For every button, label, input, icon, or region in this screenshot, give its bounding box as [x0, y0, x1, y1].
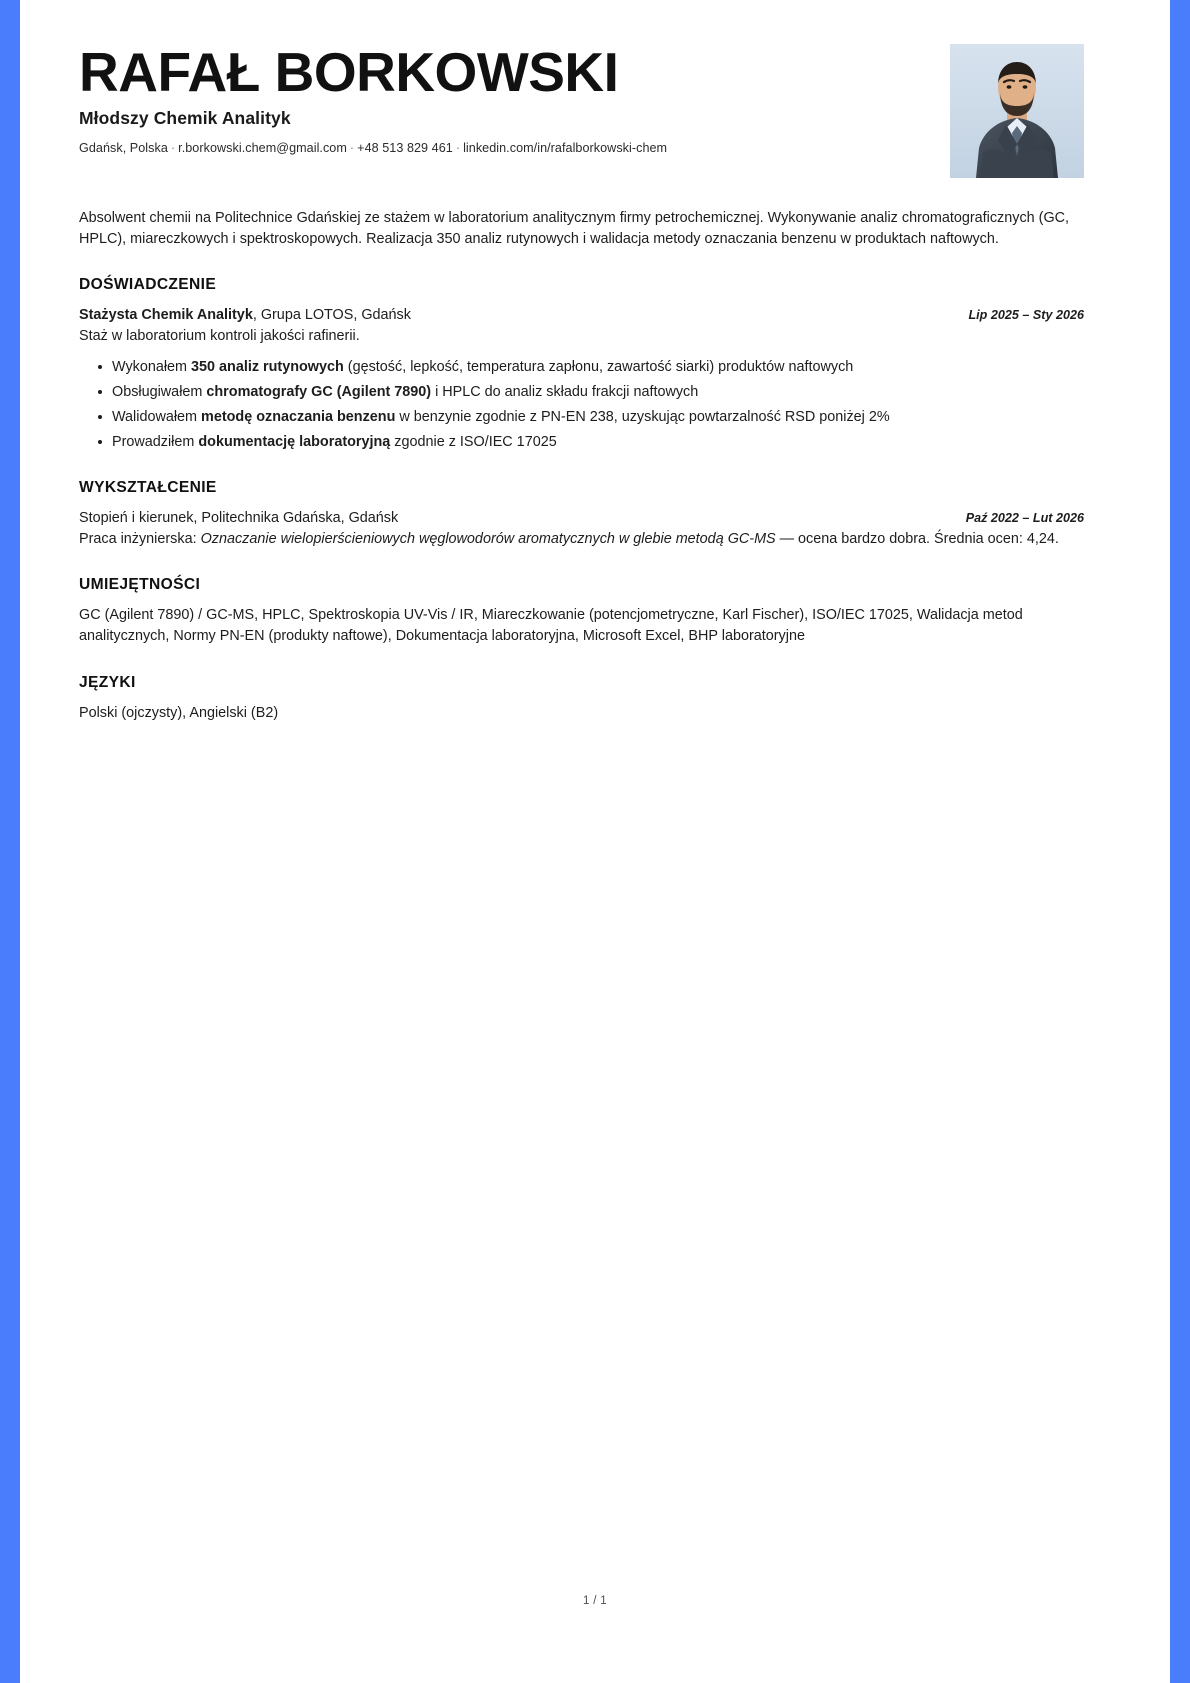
contact-location: Gdańsk, Polska — [79, 140, 168, 155]
contact-phone[interactable]: +48 513 829 461 — [357, 140, 453, 155]
candidate-name: RAFAŁ BORKOWSKI — [79, 41, 619, 103]
list-item — [112, 381, 1084, 403]
page-footer — [20, 1595, 1170, 1607]
experience-role: Stażysta Chemik Analityk — [79, 307, 253, 324]
experience-entry-header — [79, 305, 1084, 326]
contact-separator-1: · — [170, 140, 176, 155]
experience-company: , Grupa LOTOS, Gdańsk — [252, 307, 411, 324]
bullet-post: w benzynie zgodnie z PN-EN 238, uzyskując powtarzalność RSD poniżej 2% — [395, 409, 890, 426]
candidate-headline: Młodszy Chemik Analityk — [79, 107, 291, 128]
bullet-strong: dokumentację laboratoryjną — [198, 434, 391, 451]
list-item — [112, 431, 1084, 453]
portrait-photo-icon — [950, 44, 1084, 178]
contact-separator-3: · — [455, 140, 461, 155]
experience-bullet-list — [79, 356, 1084, 453]
bullet-pre: Prowadziłem — [112, 434, 199, 451]
bullet-post: (gęstość, lepkość, temperatura zapłonu, zawartość siarki) produktów naftowych — [343, 359, 854, 376]
thesis-label: Praca inżynierska: — [79, 531, 201, 548]
avatar — [950, 44, 1084, 178]
contact-line — [79, 141, 1084, 155]
experience-description: Staż w laboratorium kontroli jakości rafinerii. — [79, 328, 360, 345]
resume-header — [79, 41, 1084, 172]
list-item — [112, 356, 1084, 378]
contact-email[interactable]: r.borkowski.chem@gmail.com — [178, 140, 347, 155]
skills-section-title: UMIEJĘTNOŚCI — [79, 576, 201, 594]
experience-section-title: DOŚWIADCZENIE — [79, 276, 217, 294]
summary-text: Absolwent chemii na Politechnice Gdańskiej ze stażem w laboratorium analitycznym firmy petrochemicznej. Wykonywanie analiz chromatograficznych (GC, HPLC), miareczkowych i spektroskopowych. Realizacja 350 analiz rutynowych i walidacja metody oznaczania benzenu w produktach naftowych. — [79, 210, 1070, 248]
skills-text: GC (Agilent 7890) / GC-MS, HPLC, Spektroskopia UV-Vis / IR, Miareczkowanie (potencjometryczne, Karl Fischer), ISO/IEC 17025, Walidacja metod analitycznych, Normy PN-EN (produkty naftowe), Dokumentacja laboratoryjna, Microsoft Excel, BHP laboratoryjne — [79, 607, 1023, 645]
bullet-pre: Wykonałem — [112, 359, 192, 376]
bullet-pre: Obsługiwałem — [112, 384, 207, 401]
education-section — [79, 479, 1084, 550]
skills-section — [79, 576, 1084, 647]
education-degree: Stopień i kierunek, Politechnika Gdańska, Gdańsk — [79, 510, 399, 527]
list-item — [112, 406, 1084, 428]
languages-section-title: JĘZYKI — [79, 673, 136, 691]
bullet-strong: metodę oznaczania benzenu — [201, 409, 396, 426]
experience-date: Lip 2025 – Sty 2026 — [968, 308, 1084, 323]
contact-linkedin[interactable]: linkedin.com/in/rafalborkowski-chem — [463, 140, 668, 155]
languages-text: Polski (ojczysty), Angielski (B2) — [79, 704, 279, 721]
education-date: Paź 2022 – Lut 2026 — [965, 511, 1084, 526]
bullet-pre: Walidowałem — [112, 409, 202, 426]
experience-section — [79, 276, 1084, 453]
resume-page — [20, 0, 1170, 1683]
page-indicator: 1 / 1 — [583, 1595, 607, 1607]
education-entry-header — [79, 508, 1084, 529]
thesis-title: Oznaczanie wielopierścieniowych węglowodorów aromatycznych w glebie metodą GC-MS — [200, 531, 776, 548]
education-thesis — [79, 529, 1084, 550]
education-entry — [79, 508, 1084, 550]
bullet-strong: chromatografy GC (Agilent 7890) — [206, 384, 432, 401]
bullet-post: i HPLC do analiz składu frakcji naftowych — [431, 384, 699, 401]
experience-entry-title — [79, 305, 411, 326]
contact-separator-2: · — [349, 140, 355, 155]
bullet-strong: 350 analiz rutynowych — [191, 359, 344, 376]
bullet-post: zgodnie z ISO/IEC 17025 — [390, 434, 557, 451]
experience-entry — [79, 305, 1084, 453]
languages-section — [79, 674, 1084, 724]
education-section-title: WYKSZTAŁCENIE — [79, 479, 217, 497]
thesis-grade: — ocena bardzo dobra. Średnia ocen: 4,24. — [775, 531, 1059, 548]
